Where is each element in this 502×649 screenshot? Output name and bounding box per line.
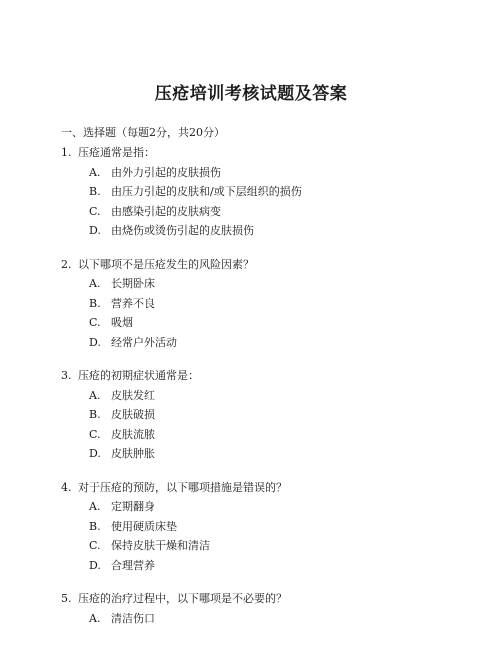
- option-list: [61, 163, 461, 241]
- option-letter: A.: [89, 165, 101, 179]
- option-text: 经常户外活动: [111, 335, 177, 349]
- section-heading: 一、选择题（每题2分，共20分）: [61, 126, 225, 139]
- option-letter: A.: [89, 277, 101, 290]
- option-letter: D.: [89, 335, 101, 349]
- question-item: [61, 366, 461, 464]
- option-text: 由烧伤或烫伤引起的皮肤损伤: [111, 224, 254, 237]
- option-letter: B.: [89, 185, 101, 198]
- option-item: [89, 556, 461, 576]
- option-letter: C.: [89, 427, 101, 441]
- option-item: [89, 333, 461, 353]
- question-item: [61, 143, 461, 241]
- question-text: [61, 143, 461, 163]
- option-item: [89, 609, 461, 629]
- option-text: 皮肤破损: [111, 408, 155, 421]
- document-content: [61, 122, 461, 642]
- question-item: [61, 255, 461, 353]
- option-item: [89, 497, 461, 517]
- option-item: [89, 221, 461, 241]
- option-text: 皮肤发红: [111, 388, 155, 402]
- option-text: 由外力引起的皮肤损伤: [111, 165, 221, 179]
- option-text: 使用硬质床垫: [111, 519, 177, 533]
- option-item: [89, 182, 461, 202]
- question-text: [61, 478, 461, 498]
- option-item: [89, 444, 461, 464]
- option-letter: D.: [89, 447, 101, 460]
- option-letter: B.: [89, 408, 101, 421]
- option-letter: C.: [89, 539, 101, 552]
- option-item: [89, 274, 461, 294]
- option-text: 皮肤流脓: [111, 427, 155, 441]
- question-item: [61, 589, 461, 628]
- option-list: [61, 609, 461, 629]
- question-stem: 对于压疮的预防，以下哪项措施是错误的？: [78, 480, 287, 494]
- option-text: 保持皮肤干燥和清洁: [111, 539, 210, 552]
- option-text: 长期卧床: [111, 277, 155, 290]
- question-item: [61, 478, 461, 576]
- question-number: 3.: [61, 369, 72, 382]
- question-stem: 压疮通常是指：: [78, 146, 155, 159]
- option-item: [89, 386, 461, 406]
- option-letter: C.: [89, 316, 101, 329]
- option-text: 营养不良: [111, 296, 155, 310]
- option-list: [61, 386, 461, 464]
- option-item: [89, 294, 461, 314]
- option-item: [89, 163, 461, 183]
- option-item: [89, 202, 461, 222]
- option-letter: A.: [89, 611, 101, 625]
- option-letter: B.: [89, 519, 101, 533]
- question-stem: 压疮的初期症状通常是：: [78, 369, 199, 382]
- question-list: [61, 143, 461, 628]
- question-number: 2.: [61, 257, 72, 271]
- question-number: 1.: [61, 146, 72, 159]
- option-letter: A.: [89, 500, 101, 513]
- option-text: 由压力引起的皮肤和/或下层组织的损伤: [111, 185, 302, 198]
- option-item: [89, 405, 461, 425]
- option-letter: A.: [89, 388, 101, 402]
- option-letter: B.: [89, 296, 101, 310]
- option-list: [61, 497, 461, 575]
- option-text: 皮肤肿胀: [111, 447, 155, 460]
- option-text: 吸烟: [111, 316, 133, 329]
- question-number: 5.: [61, 592, 72, 605]
- option-item: [89, 313, 461, 333]
- question-text: [61, 589, 461, 609]
- option-text: 清洁伤口: [111, 611, 155, 625]
- question-number: 4.: [61, 480, 72, 494]
- question-stem: 压疮的治疗过程中，以下哪项是不必要的？: [78, 592, 287, 605]
- option-text: 由感染引起的皮肤病变: [111, 204, 221, 218]
- question-stem: 以下哪项不是压疮发生的风险因素？: [78, 257, 254, 271]
- option-letter: D.: [89, 558, 101, 572]
- option-list: [61, 274, 461, 352]
- question-text: [61, 366, 461, 386]
- option-item: [89, 517, 461, 537]
- option-text: 定期翻身: [111, 500, 155, 513]
- option-letter: C.: [89, 204, 101, 218]
- question-text: [61, 255, 461, 275]
- document-title: 压疮培训考核试题及答案: [154, 84, 348, 104]
- option-letter: D.: [89, 224, 101, 237]
- option-item: [89, 425, 461, 445]
- option-item: [89, 536, 461, 556]
- option-text: 合理营养: [111, 558, 155, 572]
